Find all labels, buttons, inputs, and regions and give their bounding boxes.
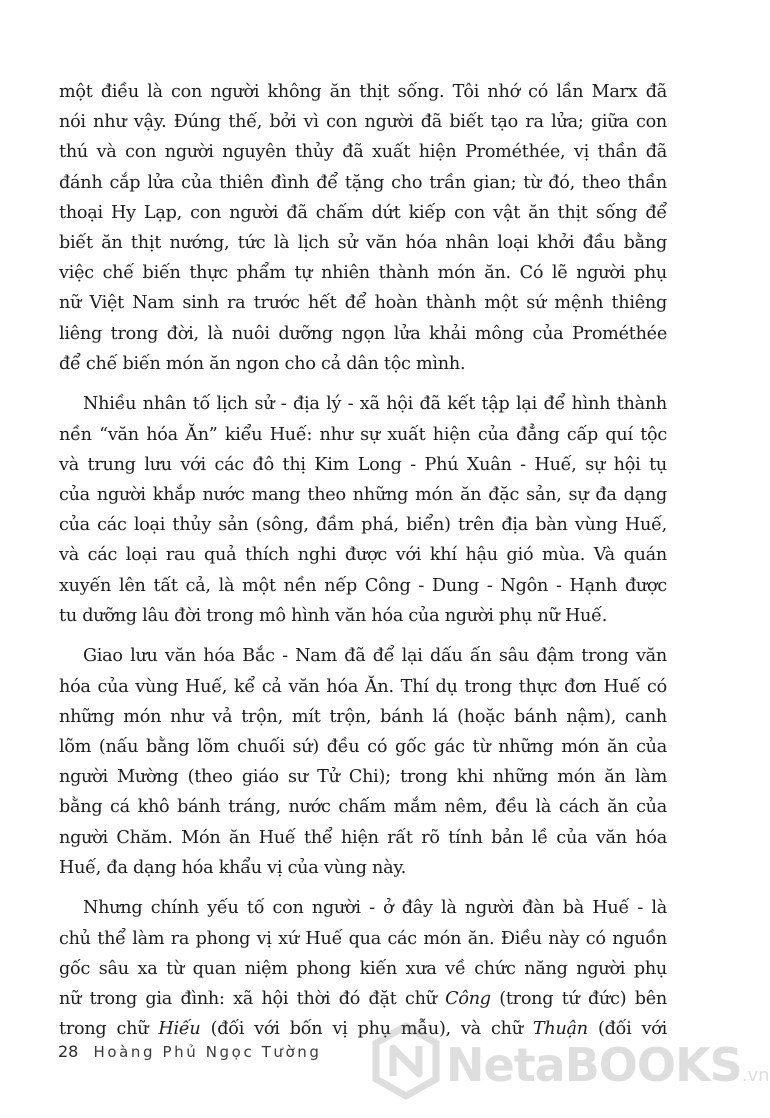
text-line: Giao lưu văn hóa Bắc - Nam đã để lại dấu ấn sâu đậm trong văn bbox=[83, 646, 667, 667]
italic-term: Thuận bbox=[532, 1019, 588, 1040]
text-line: một điều là con người không ăn thịt sống. Tôi nhớ có lần Marx đã bbox=[59, 82, 667, 102]
text-line: thú và con người nguyên thủy đã xuất hiện Prométhée, vị thần đã bbox=[59, 142, 667, 163]
text-line: tu dưỡng lâu đời trong mô hình văn hóa của người phụ nữ Huế. bbox=[59, 605, 608, 626]
text-line: bằng cá khô bánh tráng, nước chấm mắm nêm, đều là cách ăn của bbox=[59, 797, 667, 818]
text-line: gốc sâu xa từ quan niệm phong kiến xưa về chức năng người phụ bbox=[59, 958, 667, 979]
text-line: và các loại rau quả thích nghi được với khí hậu gió mùa. Và quán bbox=[59, 545, 667, 566]
text-line: lõm (nấu bằng lõm chuối sứ) đều có gốc gác từ những món ăn của bbox=[59, 736, 667, 757]
watermark-brand: NetaBOOKS.vn bbox=[446, 1038, 770, 1092]
text-segment: (đối với bbox=[587, 1019, 667, 1040]
text-segment: (trong tứ đức) bên bbox=[490, 988, 668, 1009]
text-line: của các loại thủy sản (sông, đầm phá, biển) trên địa bàn vùng Huế, bbox=[59, 515, 667, 536]
text-segment: nữ trong gia đình: xã hội thời đó đặt chữ bbox=[59, 988, 446, 1009]
text-line: những món như vả trộn, mít trộn, bánh lá (hoặc bánh nậm), canh bbox=[59, 706, 667, 727]
netabooks-logo-icon bbox=[366, 1012, 446, 1112]
text-line: nữ Việt Nam sinh ra trước hết để hoàn thành một sứ mệnh thiêng bbox=[59, 293, 667, 314]
text-line: liêng trong đời, là nuôi dưỡng ngọn lửa khải mông của Prométhée bbox=[59, 323, 667, 344]
text-line: xuyến lên tất cả, là một nền nếp Công - Dung - Ngôn - Hạnh được bbox=[59, 575, 667, 596]
italic-term: Công bbox=[445, 988, 491, 1009]
text-line: người Chăm. Món ăn Huế thể hiện rất rõ tính bản lề của văn hóa bbox=[59, 827, 667, 848]
netabooks-watermark bbox=[366, 1012, 770, 1112]
paragraph-3 bbox=[59, 641, 667, 883]
text-segment: (đối với bốn vị phụ mẫu), và chữ bbox=[200, 1019, 533, 1040]
text-segment: trong chữ bbox=[59, 1019, 159, 1040]
text-line bbox=[59, 984, 667, 1014]
text-line: chủ thể làm ra phong vị xứ Huế qua các món ăn. Điều này có nguồn bbox=[59, 928, 667, 949]
paragraph-2 bbox=[59, 389, 667, 631]
page-footer bbox=[58, 1042, 322, 1061]
text-line: nền “văn hóa Ăn” kiểu Huế: như sự xuất hiện của đẳng cấp quí tộc bbox=[59, 424, 667, 445]
text-line: thoại Hy Lạp, con người đã chấm dứt kiếp con vật ăn thịt sống để bbox=[59, 202, 667, 223]
text-line: hóa của vùng Huế, kể cả văn hóa Ăn. Thí dụ trong thực đơn Huế có bbox=[59, 676, 667, 697]
italic-term: Hiếu bbox=[158, 1019, 201, 1040]
page-body bbox=[59, 77, 667, 1044]
text-line: của người khắp nước mang theo những món ăn đặc sản, sự đa dạng bbox=[59, 484, 667, 505]
text-line: để chế biến món ăn ngon cho cả dân tộc mình. bbox=[59, 353, 466, 374]
text-line: biết ăn thịt nướng, tức là lịch sử văn hóa nhân loại khởi đầu bằng bbox=[59, 232, 667, 253]
paragraph-1 bbox=[59, 77, 667, 379]
running-header-author: Hoàng Phủ Ngọc Tường bbox=[93, 1043, 322, 1061]
page-number: 28 bbox=[58, 1042, 79, 1061]
text-line: người Mường (theo giáo sư Tử Chi); trong khi những món ăn làm bbox=[59, 767, 667, 788]
text-line: Nhưng chính yếu tố con người - ở đây là người đàn bà Huế - là bbox=[83, 898, 667, 919]
text-line: Nhiều nhân tố lịch sử - địa lý - xã hội đã kết tập lại để hình thành bbox=[83, 394, 667, 415]
text-line: và trung lưu với các đô thị Kim Long - Phú Xuân - Huế, sự hội tụ bbox=[59, 454, 667, 475]
text-line: Huế, đa dạng hóa khẩu vị của vùng này. bbox=[59, 857, 407, 878]
text-line: nói như vậy. Đúng thế, bởi vì con người đã biết tạo ra lửa; giữa con bbox=[59, 112, 667, 133]
text-line: đánh cắp lửa của thiên đình để tặng cho trần gian; từ đó, theo thần bbox=[59, 172, 667, 193]
text-line: việc chế biến thực phẩm tự nhiên thành món ăn. Có lẽ người phụ bbox=[59, 263, 667, 284]
